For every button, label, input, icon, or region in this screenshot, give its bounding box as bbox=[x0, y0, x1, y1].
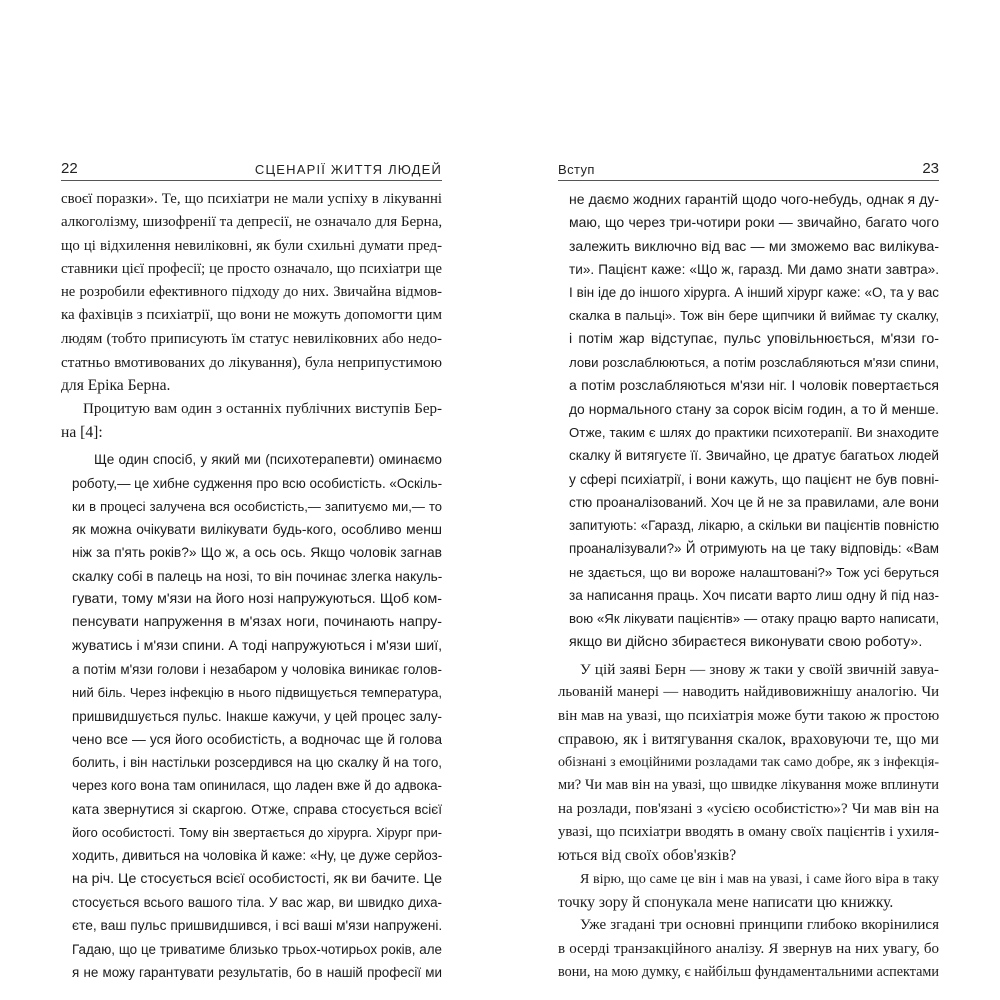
text-line: Я вірю, що саме це він і мав на увазі, і саме його віра в таку bbox=[580, 871, 939, 887]
quote-line: маю, що через три-чотири роки — звичайно, багато чого bbox=[569, 214, 939, 231]
quote-line: гувати, тому м'язи на його нозі напружуються. Щоб ком- bbox=[72, 591, 442, 608]
left-page bbox=[61, 0, 442, 1000]
text-line: вони, на мою думку, є найбільш фундаментальними аспектами bbox=[558, 963, 939, 980]
text-line: алкоголізму, шизофренії та депресії, не означало для Берна, bbox=[61, 214, 442, 231]
quote-line: ніж за п'ять років?» Що ж, а ось ось. Якщо чоловік загнав bbox=[72, 545, 442, 561]
text-line: обізнані з емоційними розладами так само добре, як з інфекція- bbox=[558, 755, 939, 771]
quote-line: ти». Пацієнт каже: «Що ж, гаразд. Ми дамо знати завтра». bbox=[569, 261, 939, 277]
quote-line: за написання праць. Хоч писати варто лиш одну й під наз- bbox=[569, 588, 939, 604]
text-line: не розробили ефективного підходу до них. Звичайна відмов- bbox=[61, 284, 442, 301]
quote-line: залежить виключно від вас — ми зможемо вас вилікува- bbox=[569, 237, 939, 254]
text-line: в осерді транзакційного аналізу. Я звернув на них увагу, бо bbox=[558, 940, 939, 957]
page-number-left: 22 bbox=[61, 160, 78, 177]
quote-line: пришвидшується пульс. Інакше кажучи, у цей процес залу- bbox=[72, 708, 442, 724]
quote-line: І він іде до іншого хірурга. А інший хірург каже: «О, та у вас bbox=[569, 285, 939, 301]
quote-line: роботу,— це хибне судження про всю особистість. «Оскіль- bbox=[72, 475, 442, 491]
text-line: ка фахівців з психіатрії, що вони не можуть допомогти цим bbox=[61, 307, 442, 324]
quote-line: ки в процесі залучена вся особистість,— запитуємо ми,— то bbox=[72, 498, 442, 514]
page-number-right: 23 bbox=[922, 160, 939, 177]
quote-line: і потім жар відступає, пульс уповільнюється, м'язи го- bbox=[569, 330, 939, 347]
quote-line: пенсувати напруження в м'язах ноги, починають напру- bbox=[72, 614, 442, 631]
right-running-head bbox=[558, 160, 939, 181]
quote-line: а потім м'язи голови і незабаром у чоловіка виникає голов- bbox=[72, 661, 442, 677]
text-line: Уже згадані три основні принципи глибоко вкорінилися bbox=[580, 917, 939, 934]
quote-line: жуватись і м'язи спини. А тоді напружуються і м'язи шиї, bbox=[72, 637, 442, 654]
quote-line: Отже, таким є шлях до практики психотерапії. Ви знаходите bbox=[569, 424, 939, 440]
quote-line: скалка в пальці». Тож він бере щипчики й виймає ту скалку, bbox=[569, 308, 939, 324]
text-line: Процитую вам один з останніх публічних виступів Бер- bbox=[83, 400, 442, 417]
text-line: людям (тобто приписують їм статус невиліковних або недо- bbox=[61, 330, 442, 347]
quote-line: скалку й витягуєте її. Звичайно, це дратує багатьох людей bbox=[569, 448, 939, 464]
quote-line: ходить, дивиться на чоловіка й каже: «Ну, це дуже серйоз- bbox=[72, 848, 442, 864]
text-line: для Еріка Берна. bbox=[61, 377, 171, 395]
running-title-left: СЦЕНАРІЇ ЖИТТЯ ЛЮДЕЙ bbox=[254, 162, 442, 177]
quote-line: Ще один спосіб, у який ми (психотерапевти) оминаємо bbox=[94, 452, 442, 468]
quote-line: не здається, що ви вороже налаштовані?» Тож усі беруться bbox=[569, 564, 939, 580]
text-line: він мав на увазі, що психіатрія може бути такою ж простою bbox=[558, 707, 939, 724]
quote-line: чено все — уся його особистість, а водночас ще й голова bbox=[72, 731, 442, 747]
quote-line: ката звернутися зі скаргою. Отже, справа стосується всієї bbox=[72, 801, 442, 817]
quote-line: я не можу гарантувати результатів, бо в нашій професії ми bbox=[72, 964, 442, 980]
quote-line: проаналізували?» Й отримують на це таку відповідь: «Вам bbox=[569, 541, 939, 557]
text-line: У цій заяві Берн — знову ж таки у своїй звичній завуа- bbox=[580, 660, 939, 678]
quote-line: стю проаналізований. Хоч це й не за правилами, але вони bbox=[569, 494, 939, 510]
quote-line: болить, і він настільки розсердився на цю скалку й на того, bbox=[72, 755, 442, 771]
quote-line: ний біль. Через інфекцію в нього підвищується температура, bbox=[72, 685, 442, 701]
quote-line: Гадаю, що це триватиме близько трьох-чотирьох років, але bbox=[72, 941, 442, 957]
quote-line: запитують: «Гаразд, лікарю, а скільки ви пацієнтів повністю bbox=[569, 518, 939, 534]
text-line: ставники цієї професії; це просто означало, що психіатри ще bbox=[61, 260, 442, 277]
quote-line: у сфері психіатрії, і вони кажуть, що пацієнт не був повні- bbox=[569, 471, 939, 487]
quote-line: через кого вона там опинилася, що ладен вже й до адвока- bbox=[72, 778, 442, 794]
quote-line: лови розслаблюються, а потім розслабляються м'язи спини, bbox=[569, 355, 939, 371]
running-title-right: Вступ bbox=[558, 162, 595, 177]
text-line: льованій манері — наводить найдивовижнішу аналогію. Чи bbox=[558, 684, 939, 701]
right-page-text bbox=[558, 188, 939, 984]
quote-line: якщо ви дійсно збираєтеся виконувати свою роботу». bbox=[569, 633, 923, 650]
text-line: ми? Чи мав він на увазі, що швидке лікування може вплинути bbox=[558, 777, 939, 794]
text-line: що ці відхилення невиліковні, як були схильні думати пред- bbox=[61, 237, 442, 254]
right-page bbox=[558, 0, 939, 1000]
quote-line: його особистості. Тому він звертається до хірурга. Хірург при- bbox=[72, 825, 442, 841]
text-line: на [4]: bbox=[61, 423, 103, 441]
text-line: статньо вмотивованих до лікування), була неприпустимою bbox=[61, 354, 442, 372]
text-line: ються від своїх обов'язків? bbox=[558, 847, 737, 865]
text-line: справою, як і витягування скалок, враховуючи те, що ми bbox=[558, 730, 939, 748]
quote-line: єте, ваш пульс пришвидшився, і всі ваші м'язи напружені. bbox=[72, 918, 442, 934]
quote-line: вою «Як лікувати пацієнтів» — отаку працю варто написати, bbox=[569, 611, 939, 627]
quote-line: а потім розслабляються м'язи ніг. І чоловік повертається bbox=[569, 377, 939, 394]
quote-line: на річ. Це стосується всієї особистості, як ви бачите. Це bbox=[72, 870, 442, 887]
left-running-head bbox=[61, 160, 442, 181]
quote-line: як можна очікувати вилікувати будь-кого, особливо менш bbox=[72, 522, 442, 538]
text-line: точку зору й спонукала мене написати цю книжку. bbox=[558, 893, 894, 911]
quote-line: стосується всього вашого тіла. У вас жар, ви швидко диха- bbox=[72, 894, 442, 910]
quote-line: скалку собі в палець на нозі, то він починає злегка накуль- bbox=[72, 568, 442, 584]
text-line: увазі, що психіатри вводять в оману своїх пацієнтів і ухиля- bbox=[558, 824, 939, 841]
quote-line: до нормального стану за сорок вісім годин, а то й менше. bbox=[569, 401, 939, 417]
left-page-text bbox=[61, 188, 442, 984]
quote-line: не даємо жодних гарантій щодо чого-небудь, однак я ду- bbox=[569, 191, 939, 207]
text-line: на розлади, пов'язані з «усією особистістю»? Чи мав він на bbox=[558, 800, 939, 817]
text-line: своєї поразки». Те, що психіатри не мали успіху в лікуванні bbox=[61, 191, 442, 207]
